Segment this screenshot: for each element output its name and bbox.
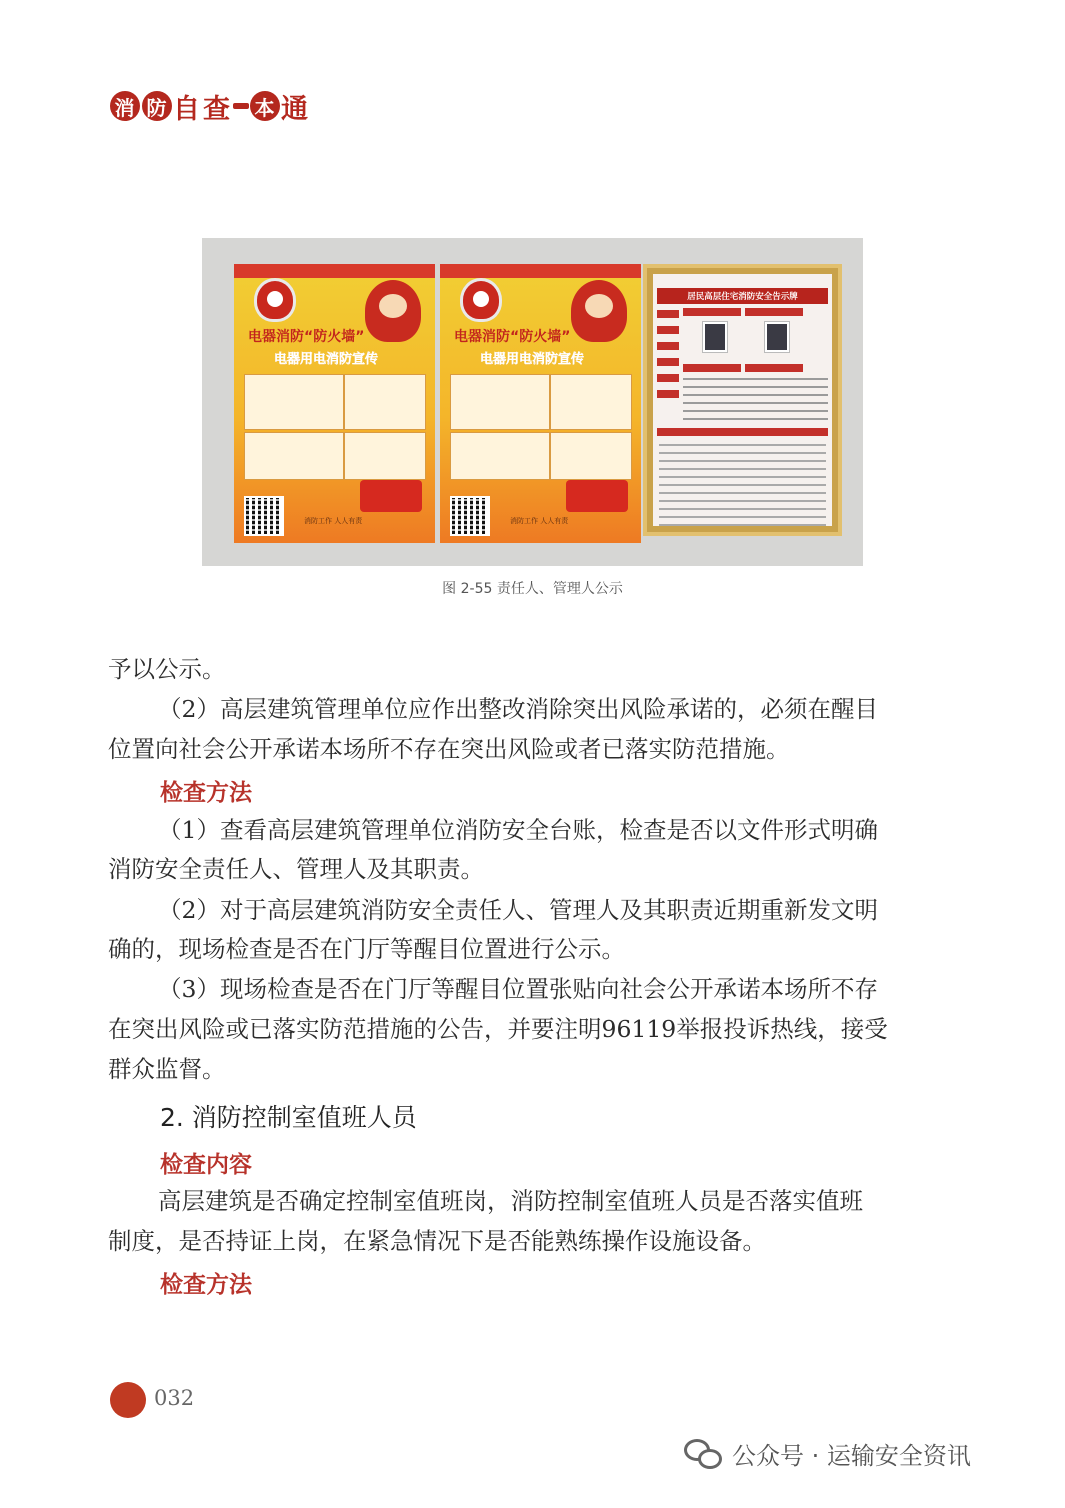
title-char: 消 xyxy=(110,91,140,121)
person-photo xyxy=(765,322,789,352)
book-title xyxy=(110,88,310,124)
paragraph: （2）对于高层建筑消防安全责任人、管理人及其职责近期重新发文明 xyxy=(158,896,878,924)
heading-check-content: 检查内容 xyxy=(160,1152,252,1178)
paragraph: 高层建筑是否确定控制室值班岗，消防控制室值班人员是否落实值班 xyxy=(158,1187,863,1215)
poster-footer: 消防工作 人人有责 xyxy=(510,517,569,525)
title-char: 自 xyxy=(173,93,201,125)
poster-footer: 消防工作 人人有责 xyxy=(304,517,363,525)
fire-safety-poster xyxy=(440,264,641,543)
poster-title: 电器消防“防火墙” xyxy=(248,329,365,345)
fire-badge-icon xyxy=(254,278,296,322)
paragraph: （2）高层建筑管理单位应作出整改消除突出风险承诺的，必须在醒目 xyxy=(158,695,878,723)
title-char: 通 xyxy=(281,93,309,125)
page-number-dot xyxy=(110,1382,146,1418)
poster-title: 电器消防“防火墙” xyxy=(454,329,571,345)
fire-badge-icon xyxy=(460,278,502,322)
title-dash xyxy=(233,103,249,109)
watermark xyxy=(684,1436,971,1471)
firefighter-mascot-icon xyxy=(365,280,421,342)
wechat-icon xyxy=(684,1437,724,1471)
board-title: 居民高层住宅消防安全告示牌 xyxy=(657,288,828,304)
notice-board xyxy=(643,264,842,536)
qr-code-icon xyxy=(244,496,284,536)
poster-subtitle: 电器用电消防宣传 xyxy=(274,352,379,367)
paragraph: 在突出风险或已落实防范措施的公告，并要注明96119举报投诉热线，接受 xyxy=(108,1015,888,1043)
title-char: 查 xyxy=(203,93,231,125)
heading-check-method: 检查方法 xyxy=(160,1272,252,1298)
watermark-text: 公众号 · 运输安全资讯 xyxy=(732,1442,971,1470)
section-title: 2. 消防控制室值班人员 xyxy=(160,1103,417,1132)
heading-check-method: 检查方法 xyxy=(160,780,252,806)
title-char: 本 xyxy=(250,91,280,121)
paragraph: 予以公示。 xyxy=(108,655,226,683)
fire-safety-poster xyxy=(234,264,435,543)
paragraph: 消防安全责任人、管理人及其职责。 xyxy=(108,855,484,883)
fire-truck-icon xyxy=(360,480,422,512)
qr-code-icon xyxy=(450,496,490,536)
poster-subtitle: 电器用电消防宣传 xyxy=(480,352,585,367)
firefighter-mascot-icon xyxy=(571,280,627,342)
title-char: 防 xyxy=(142,91,172,121)
paragraph: 位置向社会公开承诺本场所不存在突出风险或者已落实防范措施。 xyxy=(108,735,790,763)
paragraph: （1）查看高层建筑管理单位消防安全台账，检查是否以文件形式明确 xyxy=(158,816,878,844)
figure-caption: 图 2-55 责任人、管理人公示 xyxy=(442,581,623,597)
person-photo xyxy=(703,322,727,352)
paragraph: （3）现场检查是否在门厅等醒目位置张贴向社会公开承诺本场所不存 xyxy=(158,975,878,1003)
paragraph: 制度，是否持证上岗，在紧急情况下是否能熟练操作设施设备。 xyxy=(108,1227,766,1255)
page-number: 032 xyxy=(154,1386,195,1410)
figure-photo xyxy=(202,238,863,566)
paragraph: 群众监督。 xyxy=(108,1055,226,1083)
fire-truck-icon xyxy=(566,480,628,512)
paragraph: 确的，现场检查是否在门厅等醒目位置进行公示。 xyxy=(108,935,625,963)
